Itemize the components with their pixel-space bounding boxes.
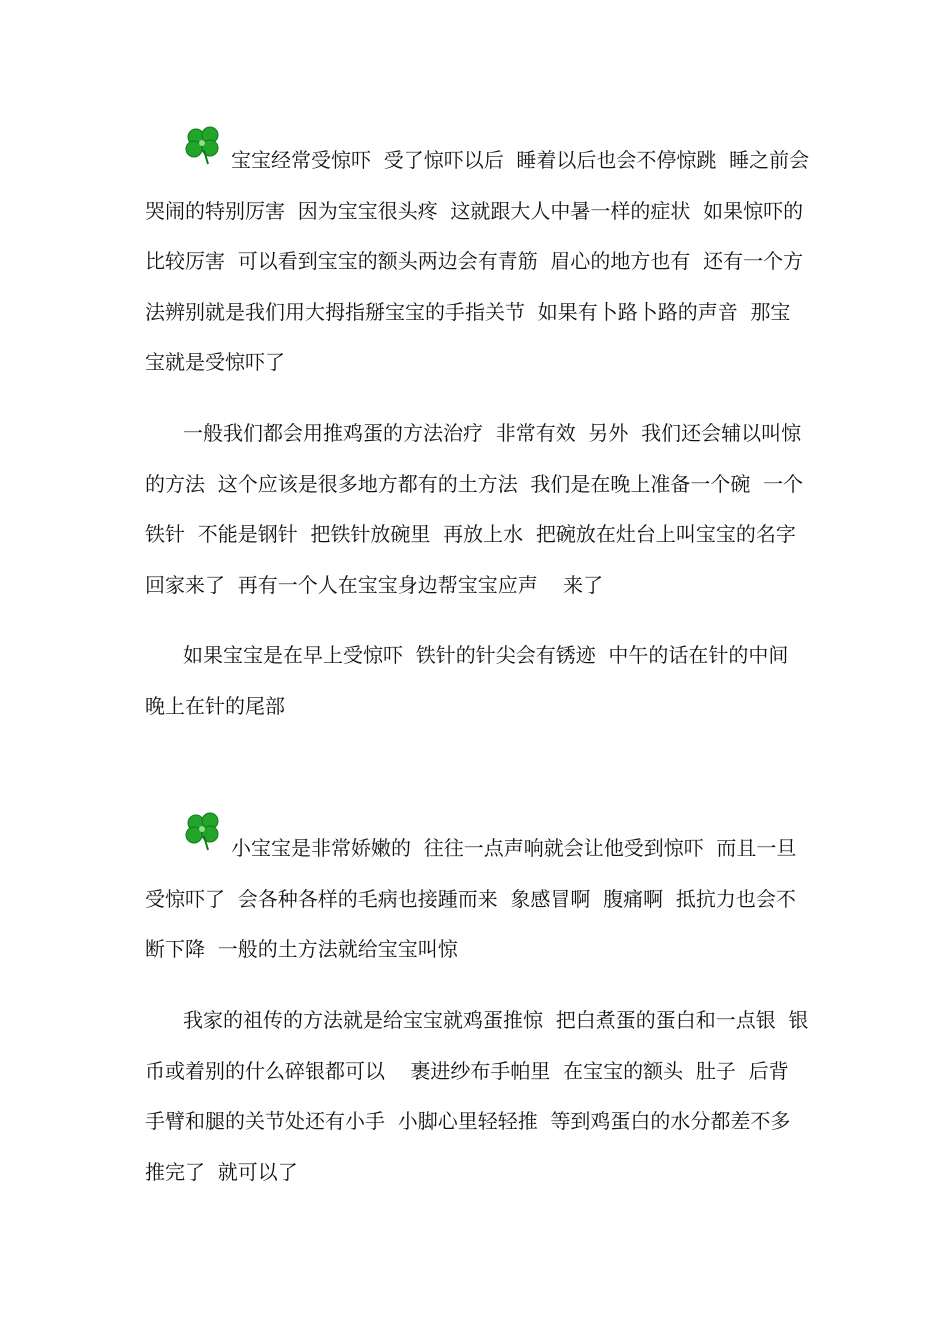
paragraph: 如果宝宝是在早上受惊吓 铁针的针尖会有锈迹 中午的话在针的中间 晚上在针的尾部: [145, 643, 802, 718]
paragraph: 我家的祖传的方法就是给宝宝就鸡蛋推惊 把白煮蛋的蛋白和一点银 银币或着别的什么碎银都可以 裹进纱布手帕里 在宝宝的额头 肚子 后背 手臂和腿的关节处还有小手 小脚心里轻轻推 等到鸡蛋白的水分都差不多推完了 就可以了: [145, 1008, 809, 1184]
paragraph: 一般我们都会用推鸡蛋的方法治疗 非常有效 另外 我们还会辅以叫惊的方法 这个应该是很多地方都有的土方法 我们是在晚上准备一个碗 一个铁针 不能是钢针 把铁针放碗里 再放上水 把碗放在灶台上叫宝宝的名字 回家来了 再有一个人在宝宝身边帮宝宝应声 来了: [145, 421, 809, 597]
paragraph: 小宝宝是非常娇嫩的 往往一点声响就会让他受到惊吓 而且一旦受惊吓了 会各种各样的毛病也接踵而来 象感冒啊 腹痛啊 抵抗力也会不断下降 一般的土方法就给宝宝叫惊: [145, 836, 797, 961]
paragraph: 宝宝经常受惊吓 受了惊吓以后 睡着以后也会不停惊跳 睡之前会哭闹的特别厉害 因为宝宝很头疼 这就跟大人中暑一样的症状 如果惊吓的比较厉害 可以看到宝宝的额头两边会有青筋 眉心的地方也有 还有一个方法辨别就是我们用大拇指掰宝宝的手指关节 如果有卜路卜路的声音 那宝宝就是受惊吓了: [145, 148, 810, 374]
